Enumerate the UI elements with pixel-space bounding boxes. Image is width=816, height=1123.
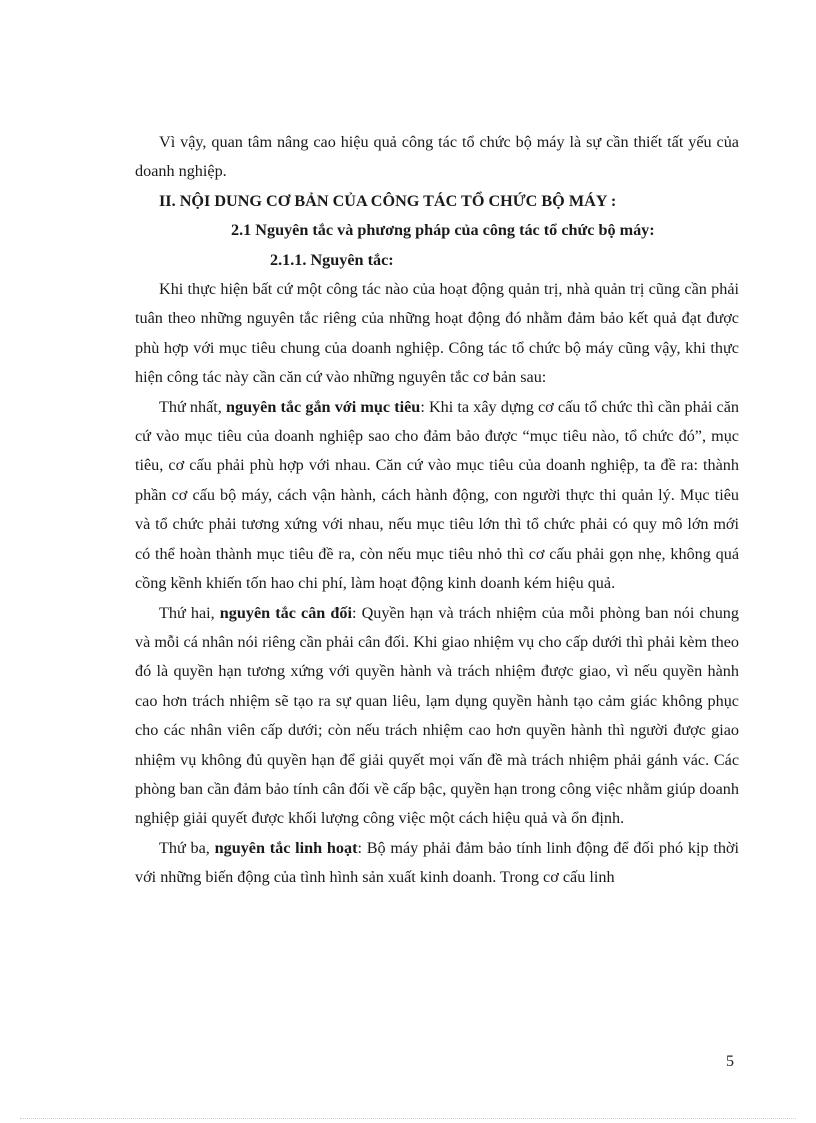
principle-1-paragraph bbox=[135, 393, 739, 599]
subsection-heading: 2.1 Nguyên tắc và phương pháp của công tác tổ chức bộ máy: bbox=[231, 221, 655, 240]
principles-intro-paragraph: Khi thực hiện bất cứ một công tác nào của hoạt động quản trị, nhà quản trị cũng cần phải tuân theo những nguyên tắc riêng của những hoạt động đó nhằm đảm bảo kết quả đạt được phù hợp với mục tiêu chung của doanh nghiệp. Công tác tổ chức bộ máy cũng vậy, khi thực hiện công tác này cần căn cứ vào những nguyên tắc cơ bản sau: bbox=[135, 280, 739, 387]
principle-2-paragraph bbox=[135, 599, 739, 834]
subsubsection-heading: 2.1.1. Nguyên tắc: bbox=[270, 250, 394, 269]
principle-3-body: : Bộ máy phải đảm bảo tính linh động để đối phó kịp thời với những biến động của tình hình sản xuất kinh doanh. Trong cơ cấu linh bbox=[135, 838, 739, 887]
principle-2-term: nguyên tắc cân đối bbox=[219, 603, 353, 622]
intro-paragraph: Vì vậy, quan tâm nâng cao hiệu quả công tác tổ chức bộ máy là sự cần thiết tất yếu của doanh nghiệp. bbox=[135, 133, 739, 181]
principle-1-lead: Thứ nhất, bbox=[159, 397, 226, 416]
principle-3-paragraph bbox=[135, 834, 739, 893]
page-number: 5 bbox=[726, 1053, 734, 1070]
principle-1-body: : Khi ta xây dựng cơ cấu tổ chức thì cần phải căn cứ vào mục tiêu của doanh nghiệp sao cho đảm bảo được “mục tiêu nào, tổ chức đó”, mục tiêu, cơ cấu phải phù hợp với nhau. Căn cứ vào mục tiêu của doanh nghiệp, ta đề ra: thành phần cơ cấu bộ máy, cách vận hành, cách hành động, con người thực thi quản lý. Mục tiêu và tổ chức phải tương xứng với nhau, nếu mục tiêu lớn thì tổ chức phải có quy mô lớn mới có thể hoàn thành mục tiêu đề ra, còn nếu mục tiêu nhỏ thì cơ cấu phải gọn nhẹ, không quá cồng kềnh khiến tốn hao chi phí, làm hoạt động kinh doanh kém hiệu quả. bbox=[135, 397, 739, 593]
principle-2-body: : Quyền hạn và trách nhiệm của mỗi phòng ban nói chung và mỗi cá nhân nói riêng cần phải cân đối. Khi giao nhiệm vụ cho cấp dưới thì phải kèm theo đó là quyền hạn tương xứng với quyền hành và trách nhiệm được giao, vì nếu quyền hành cao hơn trách nhiệm sẽ tạo ra sự quan liêu, lạm dụng quyền hành tạo cảm giác không phục cho các nhân viên cấp dưới; còn nếu trách nhiệm cao hơn quyền hành thì người được giao nhiệm vụ không đủ quyền hạn để giải quyết mọi vấn đề mà trách nhiệm phải gánh vác. Các phòng ban cần đảm bảo tính cân đối về cấp bậc, quyền hạn trong công việc nhằm giúp doanh nghiệp giải quyết được khối lượng công việc một cách hiệu quả và ổn định. bbox=[135, 603, 739, 828]
principle-2-lead: Thứ hai, bbox=[159, 603, 220, 622]
principle-1-term: nguyên tắc gắn với mục tiêu bbox=[225, 397, 421, 416]
section-heading: II. NỘI DUNG CƠ BẢN CỦA CÔNG TÁC TỔ CHỨC BỘ MÁY : bbox=[159, 191, 617, 210]
page-body bbox=[135, 128, 739, 893]
principle-3-lead: Thứ ba, bbox=[159, 838, 215, 857]
page-bottom-divider bbox=[20, 1118, 796, 1119]
principle-3-term: nguyên tắc linh hoạt bbox=[214, 838, 358, 857]
